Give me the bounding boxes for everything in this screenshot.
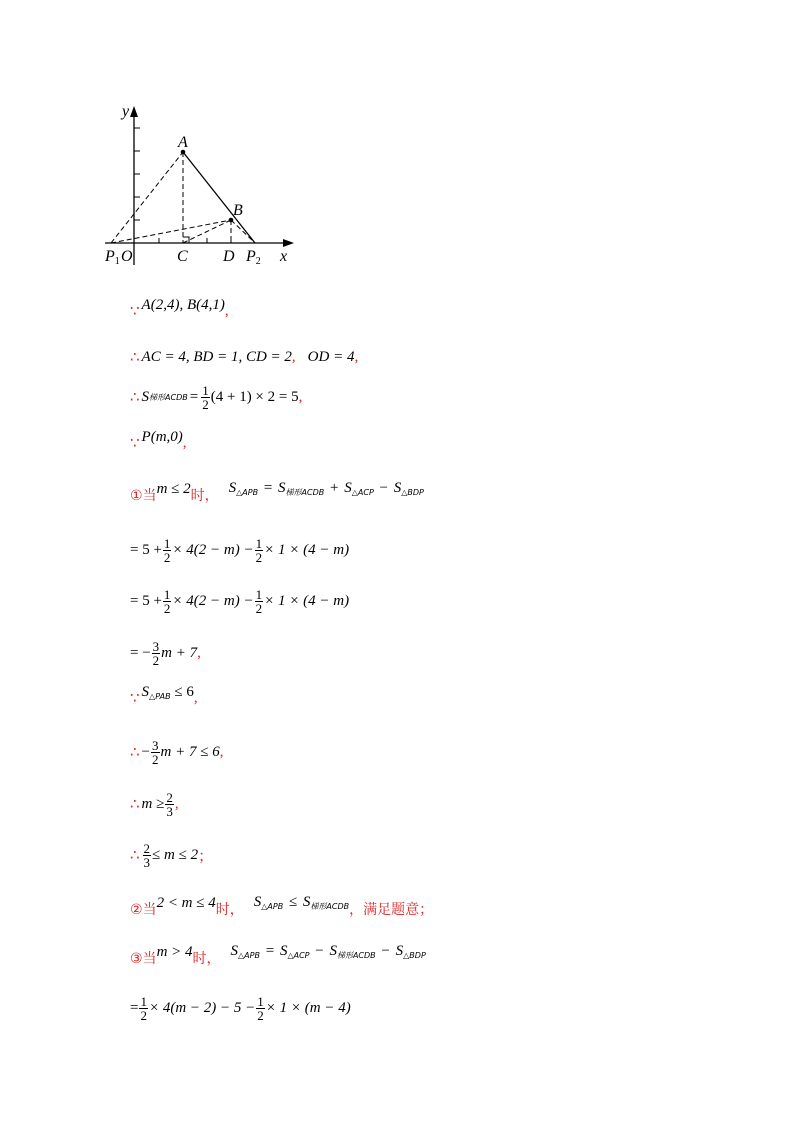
s4-sub: △BDP xyxy=(403,951,426,960)
numerator: 2 xyxy=(166,789,173,805)
mid: × 4(m − 2) − 5 − xyxy=(148,999,256,1016)
denominator: 2 xyxy=(255,600,263,616)
punct: , xyxy=(193,689,198,706)
s4: S xyxy=(393,480,402,496)
case-prefix: ③当 xyxy=(130,951,157,967)
post: × 1 × (4 − m) xyxy=(264,541,350,558)
fraction-2 xyxy=(256,995,265,1022)
fraction xyxy=(152,640,161,667)
post: ≤ 6 xyxy=(174,683,194,700)
numerator: 2 xyxy=(143,840,151,856)
case-suffix: 时， xyxy=(215,902,244,918)
punct-2: , xyxy=(354,348,359,365)
solution-line-4 xyxy=(130,428,187,458)
coordinate-figure xyxy=(100,100,300,270)
solution-line-7 xyxy=(130,584,349,618)
y-axis-arrow xyxy=(130,106,138,117)
expr-2: OD = 4 xyxy=(307,348,355,365)
s4: S xyxy=(395,943,404,959)
area-inequality xyxy=(254,894,349,912)
s1: S xyxy=(253,894,262,910)
tail: ，满足题意； xyxy=(349,902,434,918)
fraction-2 xyxy=(255,588,264,615)
solution-line-11 xyxy=(130,787,179,821)
s3-sub: 梯形ACDB xyxy=(336,951,376,960)
numerator: 1 xyxy=(163,535,171,551)
numerator: 3 xyxy=(152,737,159,753)
expr-1: AC = 4, BD = 1, CD = 2 xyxy=(141,348,292,365)
s: S xyxy=(141,683,150,700)
pre: = 5 + xyxy=(130,592,162,609)
fraction xyxy=(151,739,160,766)
denominator: 2 xyxy=(257,1007,264,1023)
fraction-1 xyxy=(163,588,172,615)
fraction-1 xyxy=(163,537,172,564)
numerator: 3 xyxy=(152,638,160,654)
s2-sub: 梯形ACDB xyxy=(285,488,325,497)
solution-line-10 xyxy=(130,735,223,769)
condition: m ≤ 2 xyxy=(156,480,191,497)
area-equation xyxy=(229,480,424,498)
denominator: 3 xyxy=(166,803,173,819)
solution-line-13-case-2 xyxy=(130,894,433,924)
punct: , xyxy=(224,302,229,319)
denominator: 2 xyxy=(255,549,263,565)
area-equation xyxy=(231,943,426,961)
solution-line-2 xyxy=(130,342,358,372)
punct: , xyxy=(298,388,303,405)
solution-line-14-case-3 xyxy=(130,943,426,973)
minus-1: − xyxy=(315,943,324,959)
s2-sub: △ACP xyxy=(287,951,310,960)
s3: S xyxy=(329,943,337,959)
therefore-symbol: ∴ xyxy=(130,846,140,864)
pre: = 5 + xyxy=(130,541,162,558)
pre: = xyxy=(130,999,139,1016)
because-symbol: ∵ xyxy=(130,689,140,707)
expr: A(2,4), B(4,1) xyxy=(141,296,225,313)
fraction xyxy=(143,842,152,869)
punct: , xyxy=(219,743,224,760)
punct: ； xyxy=(198,848,214,865)
fraction xyxy=(201,384,210,411)
denominator: 2 xyxy=(163,600,171,616)
denominator: 3 xyxy=(143,854,151,870)
solution-line-1 xyxy=(130,296,229,326)
denominator: 2 xyxy=(152,751,159,767)
case-suffix: 时， xyxy=(192,951,221,967)
minus-2: − xyxy=(381,943,390,959)
s2: S xyxy=(302,894,311,910)
s1-sub: △APB xyxy=(261,902,284,911)
s2: S xyxy=(278,480,286,496)
s-sub: △PAB xyxy=(149,691,171,701)
post: m + 7 ≤ 6 xyxy=(160,743,220,760)
numerator: 1 xyxy=(257,993,264,1009)
numerator: 1 xyxy=(255,586,263,602)
dashed-lines xyxy=(111,152,255,243)
numerator: 1 xyxy=(202,382,209,398)
label-p1: P1 xyxy=(105,248,120,267)
label-b: B xyxy=(233,202,243,219)
y-ticks xyxy=(134,128,140,220)
punct: , xyxy=(197,644,201,661)
pre: = − xyxy=(130,644,151,661)
pre: − xyxy=(141,743,151,760)
pre: m ≥ xyxy=(141,795,165,812)
s1-sub: △APB xyxy=(236,488,259,497)
eq: = xyxy=(265,943,275,959)
area-symbol: S xyxy=(141,388,150,405)
s3: S xyxy=(344,480,352,496)
equals: = xyxy=(189,388,199,405)
s4-sub: △BDP xyxy=(401,488,424,497)
s2-sub: 梯形ACDB xyxy=(310,902,350,911)
mid: × 4(2 − m) − xyxy=(172,592,254,609)
mid: × 4(2 − m) − xyxy=(172,541,254,558)
segment-ab xyxy=(183,152,255,243)
fraction xyxy=(165,791,174,818)
x-ticks xyxy=(159,238,231,243)
denominator: 2 xyxy=(140,1007,147,1023)
therefore-symbol: ∴ xyxy=(130,795,140,813)
case-suffix: 时， xyxy=(190,488,219,504)
because-symbol: ∵ xyxy=(130,434,140,452)
solution-line-6 xyxy=(130,533,349,567)
label-x: x xyxy=(280,248,288,265)
label-c: C xyxy=(177,248,188,265)
case-prefix: ①当 xyxy=(130,488,157,504)
solution-line-8 xyxy=(130,636,201,670)
denominator: 2 xyxy=(163,549,171,565)
condition: m > 4 xyxy=(156,943,193,960)
punct-1: , xyxy=(291,348,296,365)
solution-line-9 xyxy=(130,683,198,713)
numerator: 1 xyxy=(140,993,147,1009)
s1: S xyxy=(228,480,237,496)
condition: 2 < m ≤ 4 xyxy=(156,894,216,911)
fraction-2 xyxy=(255,537,264,564)
because-symbol: ∵ xyxy=(130,302,140,320)
expr: P(m,0) xyxy=(141,428,183,445)
label-d: D xyxy=(223,248,235,265)
rest: (4 + 1) × 2 = 5 xyxy=(210,388,299,405)
minus: − xyxy=(379,480,388,496)
label-y: y xyxy=(122,103,130,120)
therefore-symbol: ∴ xyxy=(130,743,140,761)
solution-line-12 xyxy=(130,838,213,872)
solution-line-3 xyxy=(130,381,302,413)
post: × 1 × (4 − m) xyxy=(264,592,350,609)
solution-line-15 xyxy=(130,991,351,1025)
area-cond xyxy=(142,684,194,701)
x-axis-arrow xyxy=(283,239,294,247)
punct: , xyxy=(174,795,179,812)
label-p2: P2 xyxy=(246,248,261,267)
denominator: 2 xyxy=(152,652,160,668)
s1: S xyxy=(230,943,239,959)
eq: = xyxy=(263,480,273,496)
therefore-symbol: ∴ xyxy=(130,388,140,406)
post: × 1 × (m − 4) xyxy=(265,999,351,1016)
punct: , xyxy=(182,434,187,451)
s2: S xyxy=(279,943,288,959)
label-o: O xyxy=(121,248,133,265)
s1-sub: △APB xyxy=(238,951,260,960)
area-subscript: 梯形ACDB xyxy=(149,392,188,402)
s3-sub: △ACP xyxy=(351,488,374,497)
post: ≤ m ≤ 2 xyxy=(152,846,199,863)
case-prefix: ②当 xyxy=(130,902,157,918)
therefore-symbol: ∴ xyxy=(130,348,140,366)
numerator: 1 xyxy=(163,586,171,602)
label-a: A xyxy=(178,134,188,151)
denominator: 2 xyxy=(202,396,209,412)
solution-line-5-case-1 xyxy=(130,480,424,510)
le: ≤ xyxy=(288,894,298,910)
post: m + 7 xyxy=(161,644,198,661)
numerator: 1 xyxy=(255,535,263,551)
fraction-1 xyxy=(139,995,148,1022)
plus: + xyxy=(330,480,339,496)
